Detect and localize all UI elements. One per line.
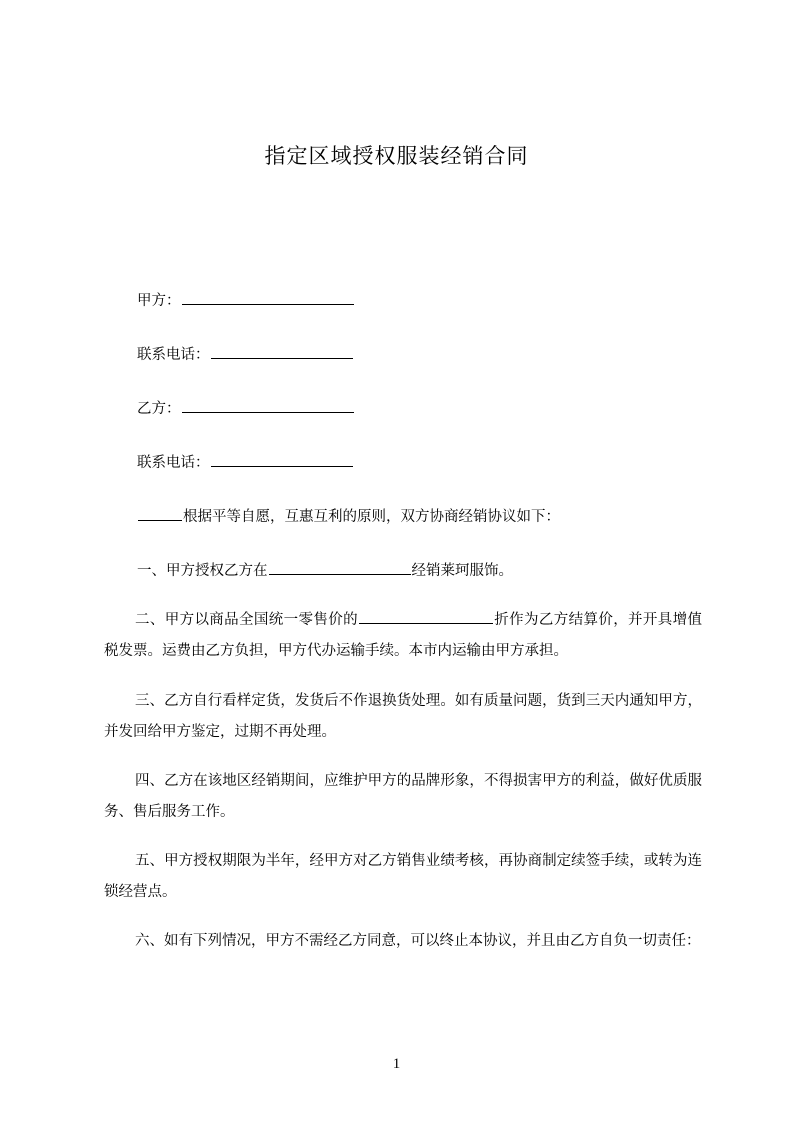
preamble-text: 根据平等自愿，互惠互利的原则，双方协商经销协议如下： <box>183 509 560 525</box>
party-b-blank <box>182 398 354 413</box>
party-a-blank <box>182 290 354 305</box>
party-a-label: 甲方： <box>137 293 181 309</box>
clause-3: 三、乙方自行看样定货，发货后不作退换货处理。如有质量问题，货到三天内通知甲方，并发回给甲方鉴定，过期不再处理。 <box>104 693 702 740</box>
preamble-blank <box>138 506 182 521</box>
document-title: 指定区域授权服装经销合同 <box>264 144 529 168</box>
clause-2-pre: 二、甲方以商品全国统一零售价的 <box>135 612 358 628</box>
phone-b-label: 联系电话： <box>137 455 210 471</box>
party-a-line <box>137 290 355 311</box>
phone-b-line <box>137 452 354 473</box>
party-b-label: 乙方： <box>137 401 181 417</box>
clause-2 <box>104 605 702 667</box>
clause-1-pre: 一、甲方授权乙方在 <box>137 563 268 579</box>
clause-1-blank <box>269 560 411 575</box>
clause-6: 六、如有下列情况，甲方不需经乙方同意，可以终止本协议，并且由乙方自负一切责任： <box>135 933 701 949</box>
clause-2-blank <box>359 609 493 624</box>
clause-1-post: 经销莱珂服饰。 <box>411 563 513 579</box>
phone-a-blank <box>211 344 353 359</box>
clause-1-line <box>137 560 513 581</box>
clause-4: 四、乙方在该地区经销期间，应维护甲方的品牌形象，不得损害甲方的利益，做好优质服务、售后服务工作。 <box>104 773 702 820</box>
phone-a-label: 联系电话： <box>137 347 210 363</box>
clause-2-post: 折作为乙方结算价，并开具增值税发票。运费由乙方负担，甲方代办运输手续。本市内运输由甲方承担。 <box>104 612 703 659</box>
phone-a-line <box>137 344 354 365</box>
clause-5: 五、甲方授权期限为半年，经甲方对乙方销售业绩考核，再协商制定续签手续，或转为连锁经营点。 <box>104 853 702 900</box>
phone-b-blank <box>211 452 353 467</box>
page-number: 1 <box>392 1056 401 1072</box>
preamble-line <box>137 506 560 527</box>
party-b-line <box>137 398 355 419</box>
